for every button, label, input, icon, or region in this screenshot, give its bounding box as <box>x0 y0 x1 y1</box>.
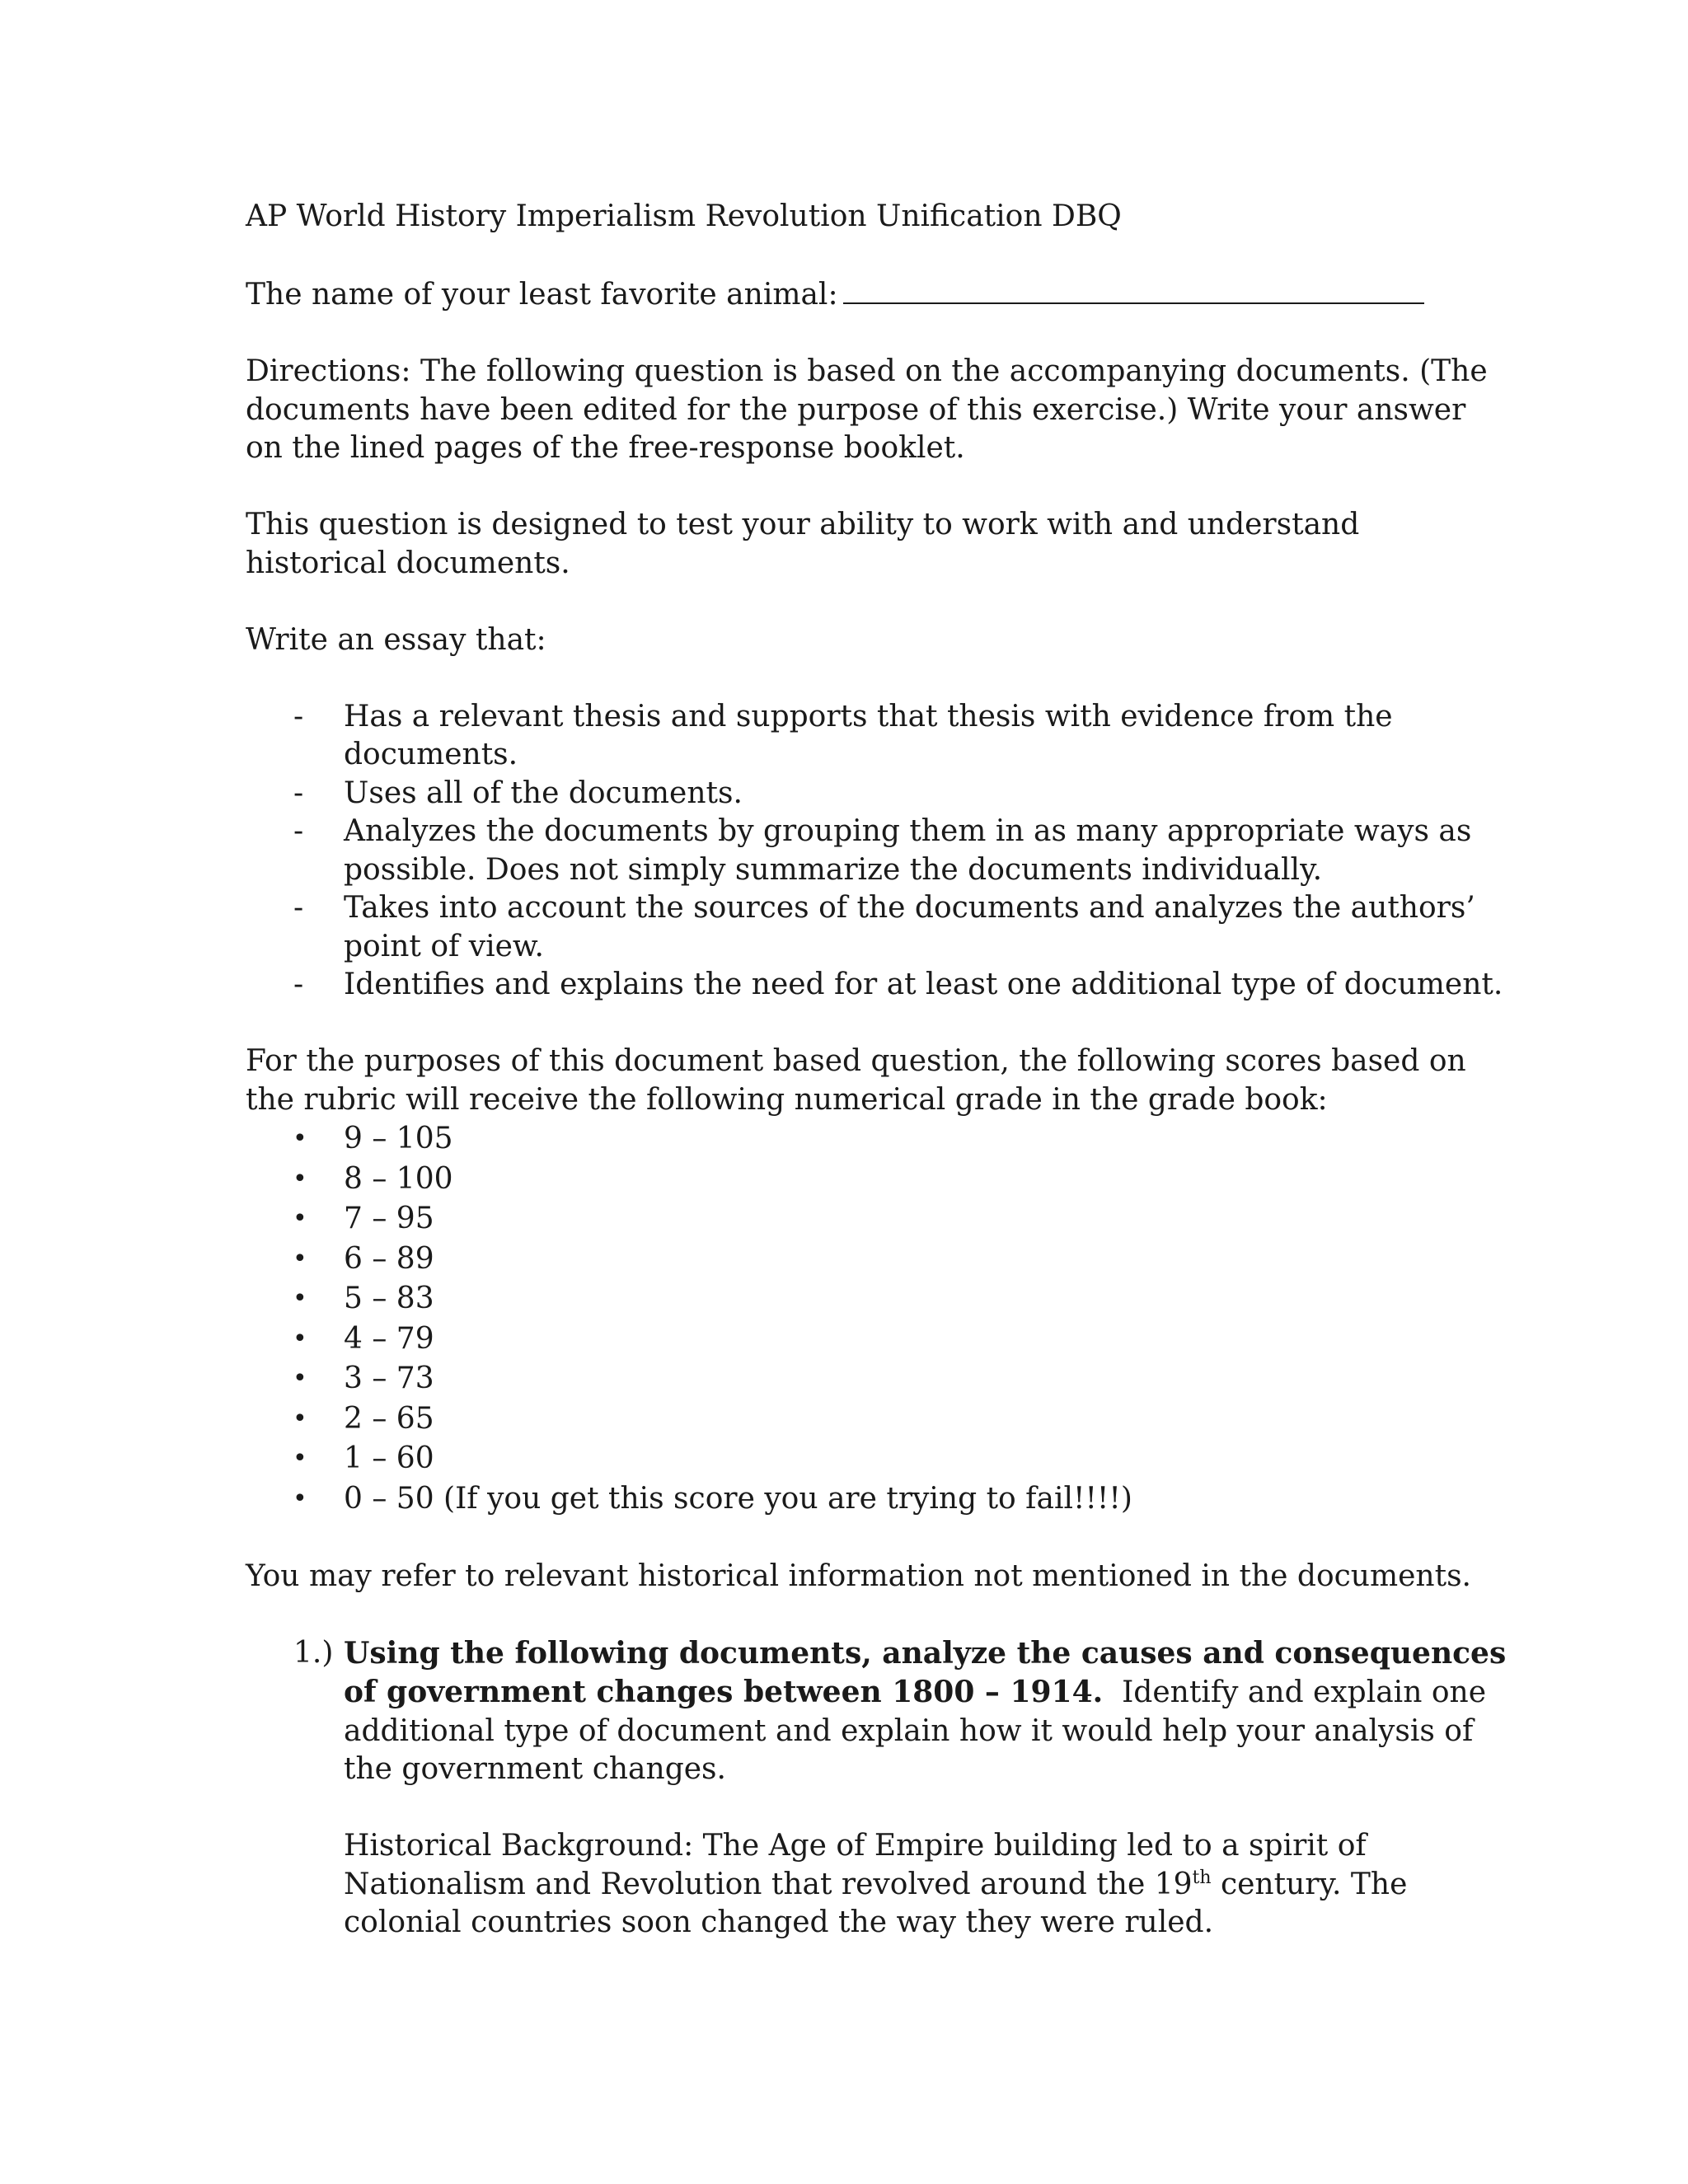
grade-text: 7 – 95 <box>344 1202 434 1235</box>
grade-text: 1 – 60 <box>344 1441 434 1475</box>
dash-marker: - <box>293 891 304 925</box>
bullet-marker: • <box>293 1324 307 1353</box>
list-item <box>246 889 1507 966</box>
question-list <box>246 1634 1507 1943</box>
grade-text: 0 – 50 (If you get this score you are trying to fail!!!!) <box>344 1481 1132 1516</box>
directions-paragraph: Directions: The following question is based on the accompanying documents. (The documents have been edited for the purpose of this exercise.) Write your answer on the lined pages of the free-response booklet. <box>246 354 1488 465</box>
grades-list <box>246 1119 1507 1519</box>
historical-background <box>344 1827 1507 1943</box>
bullet-marker: • <box>293 1404 307 1433</box>
grading-intro: For the purposes of this document based question, the following scores based on the rubric will receive the following numerical grade in the grade book: <box>246 1044 1466 1117</box>
requirement-text: Analyzes the documents by grouping them in as many appropriate ways as possible. Does not simply summarize the documents individually. <box>344 814 1472 887</box>
list-item <box>246 1479 1507 1520</box>
bullet-marker: • <box>293 1204 307 1233</box>
document-page <box>246 198 1507 1943</box>
background-text-end: century. The colonial countries soon changed the way they were ruled. <box>344 1867 1408 1939</box>
grade-text: 8 – 100 <box>344 1161 453 1196</box>
essay-intro: Write an essay that: <box>246 622 546 657</box>
bullet-marker: • <box>293 1364 307 1393</box>
ordinal-suffix: th <box>1192 1867 1212 1888</box>
list-item <box>246 1199 1507 1240</box>
requirements-list <box>246 698 1507 1005</box>
bullet-marker: • <box>293 1284 307 1313</box>
grade-text: 9 – 105 <box>344 1122 453 1155</box>
question-item <box>246 1634 1507 1943</box>
list-item <box>246 966 1507 1005</box>
requirement-text: Uses all of the documents. <box>344 776 743 810</box>
list-item <box>246 1279 1507 1319</box>
requirement-text: Identifies and explains the need for at least one additional type of document. <box>344 968 1503 1001</box>
bullet-marker: • <box>293 1483 307 1513</box>
list-item <box>246 1399 1507 1440</box>
grade-text: 4 – 79 <box>344 1321 434 1356</box>
dash-marker: - <box>293 968 304 1001</box>
list-item <box>246 1359 1507 1399</box>
bullet-marker: • <box>293 1164 307 1193</box>
question-prompt <box>344 1634 1507 1789</box>
reference-note: You may refer to relevant historical information not mentioned in the documents. <box>246 1558 1471 1593</box>
list-item <box>246 1160 1507 1200</box>
requirement-text: Has a relevant thesis and supports that thesis with evidence from the documents. <box>344 699 1393 771</box>
name-blank-field[interactable] <box>843 274 1424 304</box>
grade-text: 3 – 73 <box>344 1361 434 1395</box>
list-item <box>246 1319 1507 1360</box>
question-number: 1.) <box>293 1635 334 1670</box>
list-item <box>246 698 1507 775</box>
question-bold-text: Using the following documents, analyze the causes and consequences of government changes between 1800 – 1914. <box>344 1635 1507 1709</box>
list-item <box>246 1439 1507 1479</box>
requirement-text: Takes into account the sources of the documents and analyzes the authors’ point of view. <box>344 891 1475 963</box>
grade-text: 2 – 65 <box>344 1401 434 1436</box>
bullet-marker: • <box>293 1244 307 1273</box>
list-item <box>246 813 1507 889</box>
list-item <box>246 1240 1507 1280</box>
bullet-marker: • <box>293 1444 307 1473</box>
list-item <box>246 1119 1507 1160</box>
bullet-marker: • <box>293 1124 307 1153</box>
name-prompt-line <box>246 274 1507 315</box>
dash-marker: - <box>293 776 304 810</box>
purpose-paragraph: This question is designed to test your ability to work with and understand historical documents. <box>246 508 1360 580</box>
document-title: AP World History Imperialism Revolution Unification DBQ <box>246 199 1122 233</box>
background-text-start: Historical Background: The Age of Empire building led to a spirit of Nationalism and Revolution that revolved around the 19 <box>344 1829 1367 1901</box>
list-item <box>246 775 1507 813</box>
dash-marker: - <box>293 699 304 733</box>
grade-text: 6 – 89 <box>344 1241 434 1276</box>
name-prompt-label: The name of your least favorite animal: <box>246 278 838 312</box>
question-rest-text: Identify and explain one additional type of document and explain how it would help your analysis of the government changes. <box>344 1675 1486 1786</box>
dash-marker: - <box>293 814 304 848</box>
grade-text: 5 – 83 <box>344 1282 434 1315</box>
